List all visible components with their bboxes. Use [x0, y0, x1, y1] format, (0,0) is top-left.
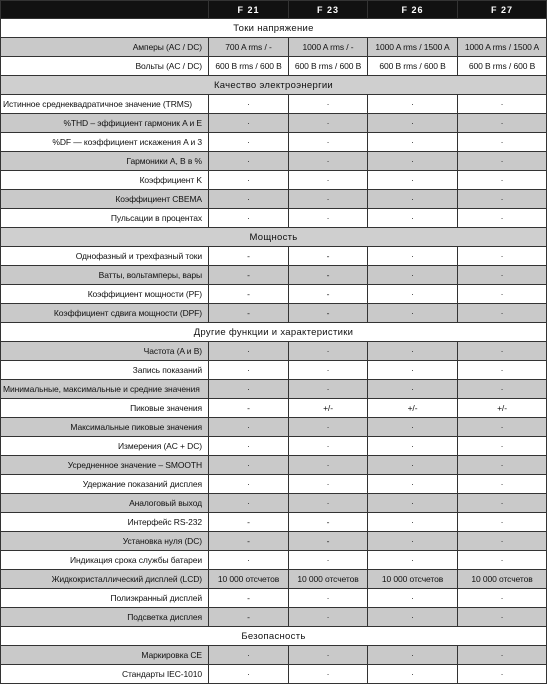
value-cell-f23: ·: [289, 190, 368, 209]
row-label: Амперы (AC / DC): [1, 38, 209, 57]
value-cell-f27: ·: [458, 190, 547, 209]
value-cell-f21: ·: [209, 152, 289, 171]
row-label: Пульсации в процентах: [1, 209, 209, 228]
row-label: %THD – эффициент гармоник A и E: [1, 114, 209, 133]
value-cell-f23: ·: [289, 209, 368, 228]
value-cell-f27: ·: [458, 589, 547, 608]
table-row: [1, 266, 547, 285]
value-cell-f21: 700 A rms / -: [209, 38, 289, 57]
table-row: [1, 532, 547, 551]
table-row: [1, 380, 547, 399]
section-header-row: [1, 19, 547, 38]
row-label: Стандарты IEC-1010: [1, 665, 209, 684]
table-row: [1, 114, 547, 133]
table-row: [1, 589, 547, 608]
value-cell-f27: ·: [458, 418, 547, 437]
value-cell-f27: ·: [458, 646, 547, 665]
value-cell-f26: ·: [368, 418, 458, 437]
section-title: Токи напряжение: [1, 19, 547, 38]
value-cell-f26: ·: [368, 304, 458, 323]
row-label: Жидкокристаллический дисплей (LCD): [1, 570, 209, 589]
value-cell-f26: 600 B rms / 600 B: [368, 57, 458, 76]
row-label: Минимальные, максимальные и средние значения: [1, 380, 209, 399]
value-cell-f23: -: [289, 532, 368, 551]
row-label: Коэффициент K: [1, 171, 209, 190]
value-cell-f23: ·: [289, 342, 368, 361]
value-cell-f27: ·: [458, 361, 547, 380]
row-label: Полиэкранный дисплей: [1, 589, 209, 608]
row-label: Пиковые значения: [1, 399, 209, 418]
row-label: Удержание показаний дисплея: [1, 475, 209, 494]
value-cell-f21: ·: [209, 171, 289, 190]
value-cell-f23: -: [289, 513, 368, 532]
value-cell-f21: 10 000 отсчетов: [209, 570, 289, 589]
value-cell-f23: ·: [289, 456, 368, 475]
value-cell-f21: -: [209, 304, 289, 323]
value-cell-f21: -: [209, 399, 289, 418]
value-cell-f21: ·: [209, 646, 289, 665]
value-cell-f26: 10 000 отсчетов: [368, 570, 458, 589]
row-label: Коэффициент CBEMA: [1, 190, 209, 209]
table-row: [1, 209, 547, 228]
value-cell-f21: ·: [209, 456, 289, 475]
value-cell-f23: ·: [289, 380, 368, 399]
value-cell-f27: ·: [458, 171, 547, 190]
value-cell-f21: 600 B rms / 600 B: [209, 57, 289, 76]
section-header-row: [1, 627, 547, 646]
section-header-row: [1, 323, 547, 342]
value-cell-f23: ·: [289, 361, 368, 380]
section-title: Безопасность: [1, 627, 547, 646]
value-cell-f21: ·: [209, 665, 289, 684]
value-cell-f21: ·: [209, 437, 289, 456]
row-label: Максимальные пиковые значения: [1, 418, 209, 437]
value-cell-f26: ·: [368, 190, 458, 209]
value-cell-f23: ·: [289, 437, 368, 456]
value-cell-f21: -: [209, 532, 289, 551]
value-cell-f21: ·: [209, 494, 289, 513]
table-row: [1, 38, 547, 57]
value-cell-f23: ·: [289, 114, 368, 133]
value-cell-f27: ·: [458, 475, 547, 494]
value-cell-f21: -: [209, 608, 289, 627]
table-row: [1, 494, 547, 513]
value-cell-f26: ·: [368, 646, 458, 665]
table-row: [1, 285, 547, 304]
row-label: Гармоники A, B в %: [1, 152, 209, 171]
value-cell-f26: ·: [368, 361, 458, 380]
value-cell-f27: ·: [458, 456, 547, 475]
row-label: Коэффициент сдвига мощности (DPF): [1, 304, 209, 323]
value-cell-f21: ·: [209, 361, 289, 380]
value-cell-f26: ·: [368, 152, 458, 171]
value-cell-f21: ·: [209, 551, 289, 570]
row-label: Маркировка CE: [1, 646, 209, 665]
spec-table-body: [1, 1, 547, 684]
value-cell-f21: ·: [209, 209, 289, 228]
value-cell-f23: ·: [289, 171, 368, 190]
value-cell-f23: -: [289, 266, 368, 285]
value-cell-f26: ·: [368, 532, 458, 551]
value-cell-f23: 1000 A rms / -: [289, 38, 368, 57]
value-cell-f27: ·: [458, 114, 547, 133]
value-cell-f27: ·: [458, 342, 547, 361]
value-cell-f23: ·: [289, 95, 368, 114]
table-row: [1, 304, 547, 323]
value-cell-f27: +/-: [458, 399, 547, 418]
value-cell-f21: ·: [209, 133, 289, 152]
row-label: Частота (A и B): [1, 342, 209, 361]
value-cell-f27: 10 000 отсчетов: [458, 570, 547, 589]
section-header-row: [1, 228, 547, 247]
value-cell-f21: ·: [209, 190, 289, 209]
value-cell-f21: -: [209, 266, 289, 285]
table-row: [1, 152, 547, 171]
table-row: [1, 247, 547, 266]
table-row: [1, 171, 547, 190]
value-cell-f23: ·: [289, 551, 368, 570]
row-label: Ватты, вольтамперы, вары: [1, 266, 209, 285]
table-row: [1, 437, 547, 456]
value-cell-f23: ·: [289, 608, 368, 627]
value-cell-f26: ·: [368, 456, 458, 475]
value-cell-f26: ·: [368, 494, 458, 513]
value-cell-f27: ·: [458, 380, 547, 399]
value-cell-f27: ·: [458, 152, 547, 171]
value-cell-f27: ·: [458, 285, 547, 304]
value-cell-f23: ·: [289, 665, 368, 684]
row-label: Аналоговый выход: [1, 494, 209, 513]
row-label: Коэффициент мощности (PF): [1, 285, 209, 304]
value-cell-f26: ·: [368, 266, 458, 285]
value-cell-f21: -: [209, 247, 289, 266]
value-cell-f26: ·: [368, 133, 458, 152]
table-row: [1, 665, 547, 684]
value-cell-f26: ·: [368, 665, 458, 684]
value-cell-f23: +/-: [289, 399, 368, 418]
table-row: [1, 57, 547, 76]
value-cell-f26: ·: [368, 171, 458, 190]
value-cell-f21: ·: [209, 114, 289, 133]
row-label: Вольты (AC / DC): [1, 57, 209, 76]
row-label: Измерения (AC + DC): [1, 437, 209, 456]
table-row: [1, 608, 547, 627]
value-cell-f26: ·: [368, 95, 458, 114]
value-cell-f23: ·: [289, 494, 368, 513]
value-cell-f27: ·: [458, 247, 547, 266]
table-header-row: [1, 1, 547, 19]
row-label: %DF — коэффициент искажения A и 3: [1, 133, 209, 152]
row-label: Запись показаний: [1, 361, 209, 380]
row-label: Истинное среднеквадратичное значение (TRMS): [1, 95, 209, 114]
table-row: [1, 133, 547, 152]
section-title: Другие функции и характеристики: [1, 323, 547, 342]
value-cell-f26: ·: [368, 247, 458, 266]
table-row: [1, 456, 547, 475]
value-cell-f27: ·: [458, 437, 547, 456]
value-cell-f27: ·: [458, 608, 547, 627]
value-cell-f26: ·: [368, 551, 458, 570]
value-cell-f23: ·: [289, 646, 368, 665]
value-cell-f23: ·: [289, 589, 368, 608]
value-cell-f27: ·: [458, 513, 547, 532]
value-cell-f27: ·: [458, 133, 547, 152]
value-cell-f23: ·: [289, 133, 368, 152]
value-cell-f23: -: [289, 304, 368, 323]
section-title: Мощность: [1, 228, 547, 247]
value-cell-f21: ·: [209, 95, 289, 114]
header-model-f21: F 21: [209, 1, 289, 19]
value-cell-f21: ·: [209, 342, 289, 361]
value-cell-f26: +/-: [368, 399, 458, 418]
value-cell-f27: ·: [458, 551, 547, 570]
value-cell-f27: ·: [458, 95, 547, 114]
value-cell-f27: ·: [458, 532, 547, 551]
value-cell-f23: 600 B rms / 600 B: [289, 57, 368, 76]
value-cell-f23: ·: [289, 475, 368, 494]
value-cell-f26: 1000 A rms / 1500 A: [368, 38, 458, 57]
value-cell-f21: ·: [209, 418, 289, 437]
table-row: [1, 513, 547, 532]
table-row: [1, 475, 547, 494]
row-label: Усредненное значение – SMOOTH: [1, 456, 209, 475]
value-cell-f23: ·: [289, 418, 368, 437]
value-cell-f27: ·: [458, 209, 547, 228]
table-row: [1, 418, 547, 437]
value-cell-f21: -: [209, 285, 289, 304]
table-row: [1, 190, 547, 209]
value-cell-f23: -: [289, 247, 368, 266]
value-cell-f21: ·: [209, 380, 289, 399]
value-cell-f26: ·: [368, 475, 458, 494]
header-model-f27: F 27: [458, 1, 547, 19]
table-row: [1, 399, 547, 418]
row-label: Установка нуля (DC): [1, 532, 209, 551]
table-row: [1, 361, 547, 380]
header-model-f26: F 26: [368, 1, 458, 19]
value-cell-f27: ·: [458, 665, 547, 684]
value-cell-f26: ·: [368, 513, 458, 532]
table-row: [1, 95, 547, 114]
row-label: Интерфейс RS-232: [1, 513, 209, 532]
row-label: Однофазный и трехфазный токи: [1, 247, 209, 266]
value-cell-f27: ·: [458, 266, 547, 285]
value-cell-f27: 600 B rms / 600 B: [458, 57, 547, 76]
value-cell-f27: ·: [458, 494, 547, 513]
section-header-row: [1, 76, 547, 95]
value-cell-f26: ·: [368, 285, 458, 304]
value-cell-f27: ·: [458, 304, 547, 323]
value-cell-f26: ·: [368, 114, 458, 133]
value-cell-f26: ·: [368, 608, 458, 627]
row-label: Индикация срока службы батареи: [1, 551, 209, 570]
row-label: Подсветка дисплея: [1, 608, 209, 627]
value-cell-f26: ·: [368, 209, 458, 228]
value-cell-f21: -: [209, 513, 289, 532]
value-cell-f26: ·: [368, 437, 458, 456]
header-model-f23: F 23: [289, 1, 368, 19]
header-blank-cell: [1, 1, 209, 19]
value-cell-f23: 10 000 отсчетов: [289, 570, 368, 589]
section-title: Качество электроэнергии: [1, 76, 547, 95]
value-cell-f23: ·: [289, 152, 368, 171]
table-row: [1, 646, 547, 665]
value-cell-f21: ·: [209, 475, 289, 494]
table-row: [1, 342, 547, 361]
value-cell-f26: ·: [368, 589, 458, 608]
table-row: [1, 570, 547, 589]
table-row: [1, 551, 547, 570]
value-cell-f27: 1000 A rms / 1500 A: [458, 38, 547, 57]
value-cell-f26: ·: [368, 342, 458, 361]
value-cell-f26: ·: [368, 380, 458, 399]
value-cell-f23: -: [289, 285, 368, 304]
value-cell-f21: -: [209, 589, 289, 608]
